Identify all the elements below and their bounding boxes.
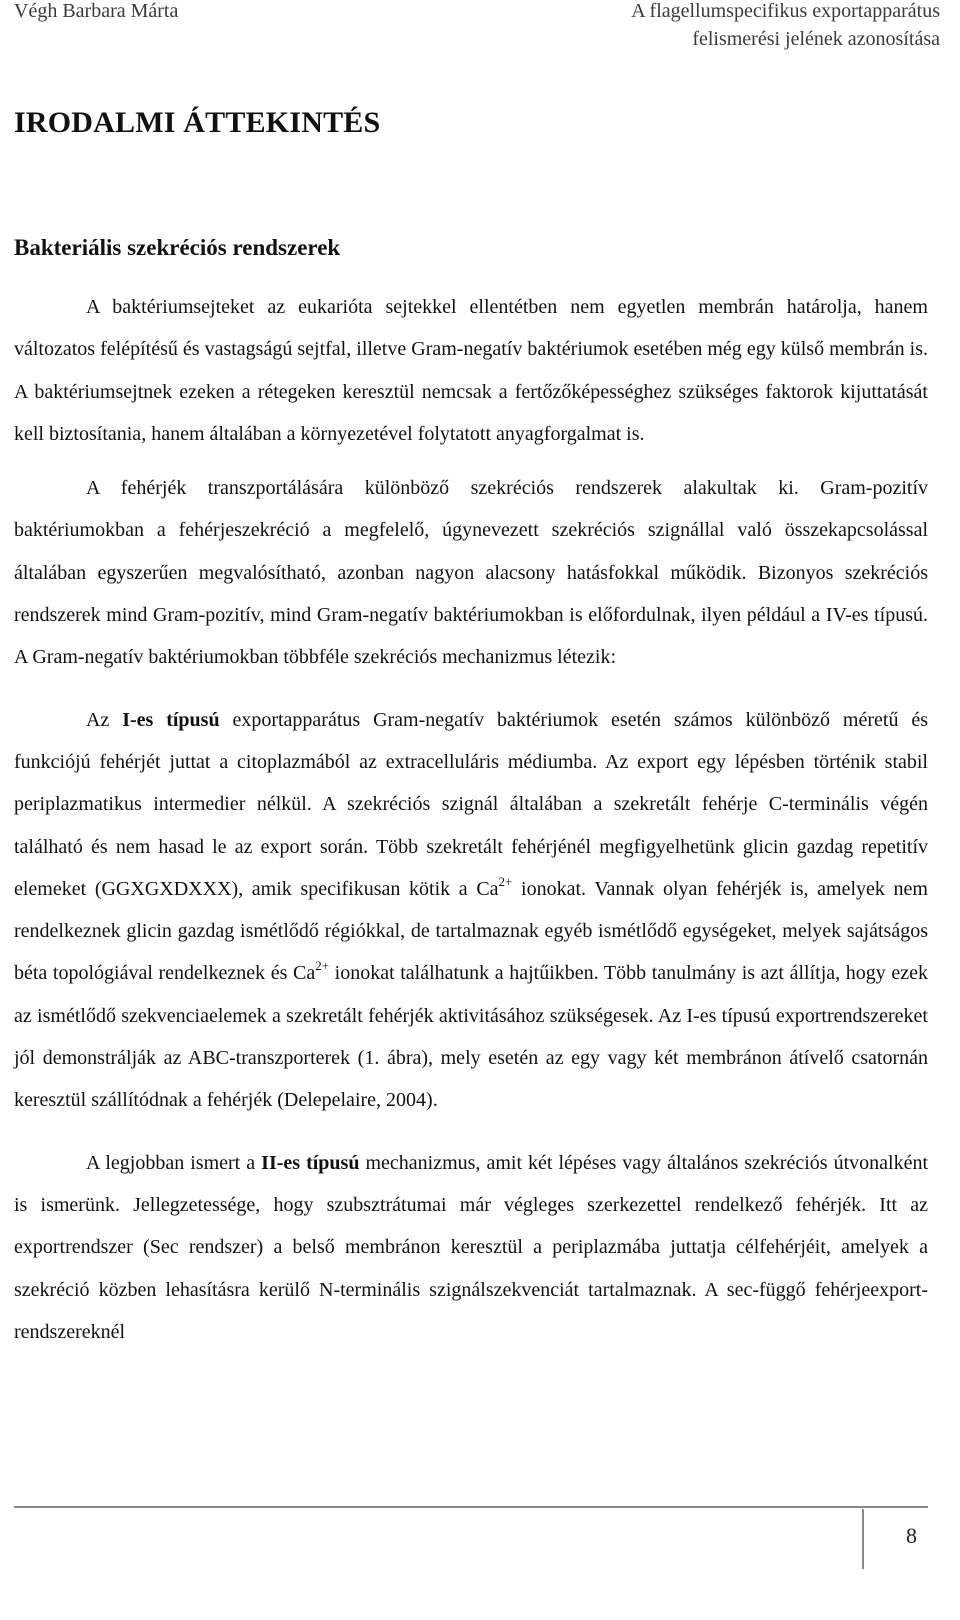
header-title-line-2: felismerési jelének azonosítása [692,28,940,50]
page-number: 8 [906,1523,917,1548]
paragraph-3-intro: Az [86,708,123,731]
type-i-term: I-es típusú [122,708,220,731]
paragraph-4 [14,1142,928,1353]
paragraph-3-text-b: ionokat. Vannak olyan fehérjék is, amelyek nem rendelkeznek glicin gazdag ismétlődő régiókkal, de tartalmaznak egyéb ismétlődő egységeket, melyek sajátságos béta topológiával rendelkeznek és Ca [14,877,928,985]
calcium-charge-1: 2+ [498,873,513,889]
footer-divider [862,1509,864,1569]
paragraph-2: A fehérjék transzportálására különböző szekréciós rendszerek alakultak ki. Gram-pozitív baktériumokban a fehérjeszekréció a megfelelő, úgynevezett szekréciós szignállal való összekapcsolással általában egyszerűen megvalósítható, azonban nagyon alacsony hatásfokkal működik. Bizonyos szekréciós rendszerek mind Gram-pozitív, mind Gram-negatív baktériumokban is előfordulnak, ilyen például a IV-es típusú. A Gram-negatív baktériumokban többféle szekréciós mechanizmus létezik: [14,477,928,669]
header-title [631,0,940,53]
running-header [14,0,940,62]
paragraph-3 [14,699,928,1122]
type-ii-term: II-es típusú [261,1151,360,1174]
paragraph-4-intro: A legjobban ismert a [86,1151,262,1174]
calcium-charge-2: 2+ [315,958,330,974]
paragraph-1: A baktériumsejteket az eukarióta sejtekkel ellentétben nem egyetlen membrán határolja, hanem változatos felépítésű és vastagságú sejtfal, illetve Gram-negatív baktériumok esetében még egy külső membrán is. A baktériumsejtnek ezeken a rétegeken keresztül nemcsak a fertőzőképességhez szükséges faktorok kijuttatását kell biztosítania, hanem általában a környezetével folytatott anyagforgalmat is. [14,296,928,445]
paragraph-3-text-a: exportapparátus Gram-negatív baktériumok esetén számos különböző méretű és funkciójú fehérjét juttat a citoplazmából az extracelluláris médiumba. Az export egy lépésben történik stabil periplazmatikus intermedier nélkül. A szekréciós szignál általában a szekretált fehérje C-terminális végén található és nem hasad le az export során. Több szekretált fehérjénél megfigyelhetünk glicin gazdag repetitív elemeket (GGXGXDXXX), amik specifikusan kötik a Ca [14,708,928,900]
footer-rule [14,1506,928,1508]
header-title-line-1: A flagellumspecifikus exportapparátus [631,0,940,22]
paragraph-4-text: mechanizmus, amit két lépéses vagy általános szekréciós útvonalként is ismerünk. Jellegzetessége, hogy szubsztrátumai már végleges szerkezettel rendelkező fehérjék. Itt az exportrendszer (Sec rendszer) a belső membránon keresztül a periplazmába juttatja célfehérjéit, amelyek a szekréció közben lehasításra kerülő N-terminális szignálszekvenciát tartalmaznak. A sec-függő fehérjeexport-rendszereknél [14,1151,928,1343]
paragraph-3-text-c: ionokat találhatunk a hajtűikben. Több tanulmány is azt állítja, hogy ezek az ismétlődő szekvenciaelemek a szekretált fehérjék aktivitásához szükségesek. Az I-es típusú exportrendszereket jól demonstrálják az ABC-transzporterek (1. ábra), mely esetén az egy vagy két membránon átívelő csatornán keresztül szállítódnak a fehérjék (Delepelaire, 2004). [14,962,928,1112]
chapter-heading: IRODALMI ÁTTEKINTÉS [14,106,381,139]
body-text [14,286,928,1353]
section-heading: Bakteriális szekréciós rendszerek [14,235,341,260]
header-author: Végh Barbara Márta [14,0,179,22]
